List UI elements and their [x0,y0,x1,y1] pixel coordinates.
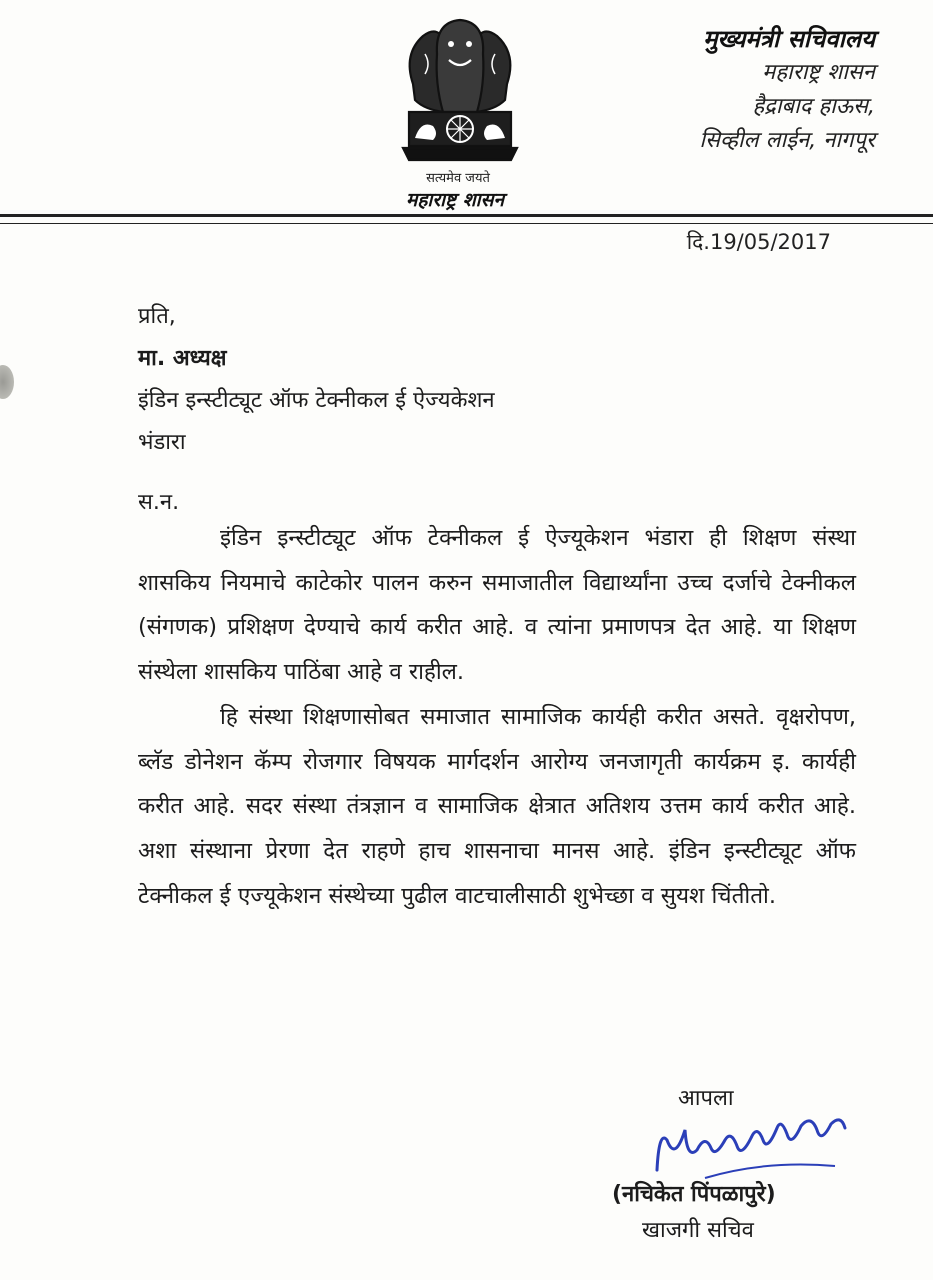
office-line: महाराष्ट्र शासन [762,60,875,85]
header-divider-thin [0,223,933,224]
recipient-block [138,296,495,464]
body-paragraph: हि संस्था शिक्षणासोबत समाजात सामाजिक कार्यही करीत असते. वृक्षरोपण, ब्लॅड डोनेशन कॅम्प रोजगार विषयक मार्गदर्शन आरोग्य जनजागृती कार्यक्रम इ. कार्यही करीत आहे. सदर संस्था तंत्रज्ञान व सामाजिक क्षेत्रात अतिशय उत्तम कार्य करीत आहे. अशा संस्थाना प्रेरणा देत राहणे हाच शासनाचा मानस आहे. इंडिन इन्स्टीट्यूट ऑफ टेक्नीकल ई एज्यूकेशन संस्थेच्या पुढील वाटचालीसाठी शुभेच्छा व सुयश चिंतीतो. [138,703,856,909]
emblem-motto: सत्यमेव जयते [426,171,490,186]
recipient-to: प्रति, [138,304,176,329]
letter-date: दि.19/05/2017 [686,230,831,254]
signer-title: खाजगी सचिव [642,1218,754,1243]
body-paragraph: इंडिन इन्स्टीट्यूट ऑफ टेक्नीकल ई ऐज्यूकेशन भंडारा ही शिक्षण संस्था शासकिय नियमाचे काटेकोर पालन करुन समाजातील विद्यार्थ्यांना उच्च दर्जाचे टेक्नीकल (संगणक) प्रशिक्षण देण्याचे कार्य करीत आहे. व त्यांना प्रमाणपत्र देत आहे. या शिक्षण संस्थेला शासकिय पाठिंबा आहे व राहील. [138,525,856,686]
punch-hole [0,365,14,399]
closing: आपला [678,1086,734,1111]
office-line: हैद्राबाद हाऊस, [752,94,875,119]
recipient-organization: इंडिन इन्स्टीट्यूट ऑफ टेक्नीकल ई ऐज्यकेशन [138,388,495,413]
office-line: सिव्हील लाईन, नागपूर [699,128,875,153]
ashoka-lion-capital-emblem-icon [395,14,525,174]
office-title: मुख्यमंत्री सचिवालय [703,25,875,53]
letter-body [138,516,856,918]
recipient-designation: मा. अध्यक्ष [138,346,227,371]
office-address [575,22,875,158]
handwritten-signature-icon [645,1100,855,1190]
signer-name: (नचिकेत पिंपळापुरे) [612,1182,776,1207]
recipient-city: भंडारा [138,430,186,455]
emblem-state-name: महाराष्ट्र शासन [405,189,504,211]
header-divider-thick [0,214,933,217]
salutation: स.न. [138,490,180,515]
